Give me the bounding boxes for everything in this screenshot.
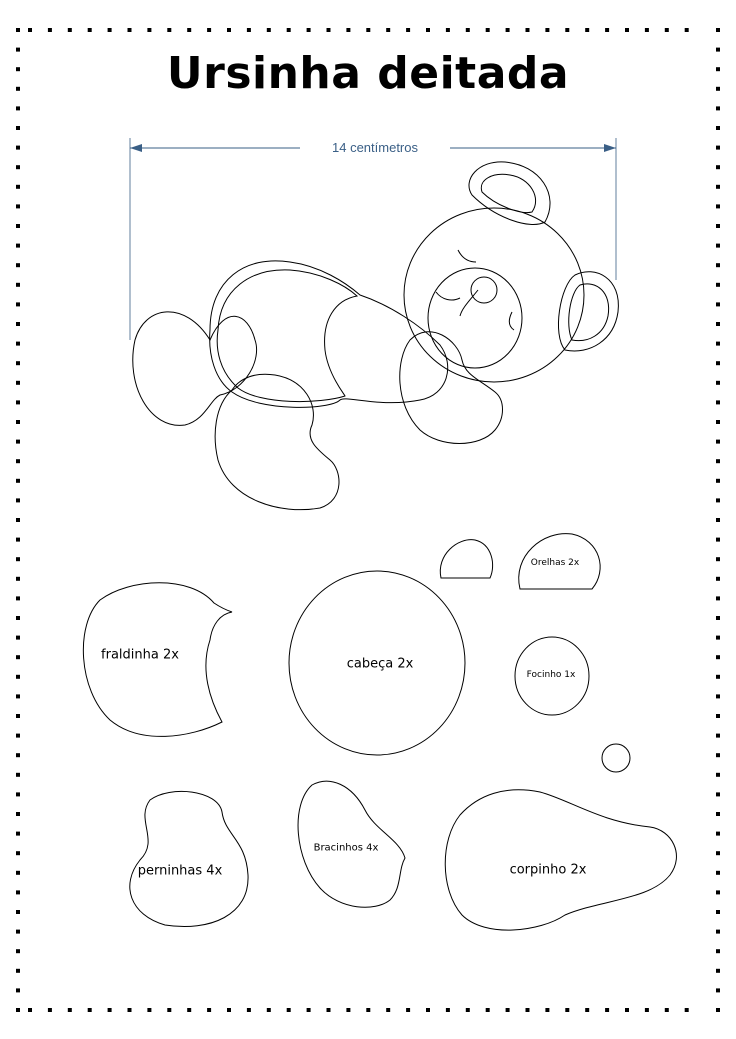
border-dot: [716, 734, 720, 738]
corpinho-label: corpinho 2x: [509, 862, 587, 878]
border-dot: [665, 1008, 669, 1012]
border-dot: [68, 28, 72, 32]
border-dot: [716, 675, 720, 679]
border-dot: [716, 616, 720, 620]
border-dot: [426, 1008, 430, 1012]
fraldinha-label: fraldinha 2x: [101, 647, 179, 663]
border-dot: [16, 263, 20, 267]
border-dot: [16, 871, 20, 875]
border-dot: [685, 28, 689, 32]
border-dot: [716, 557, 720, 561]
border-dot: [207, 28, 211, 32]
border-dot: [16, 283, 20, 287]
border-dot: [716, 342, 720, 346]
border-dot: [227, 1008, 231, 1012]
border-dot: [716, 792, 720, 796]
perninhas-piece: [130, 791, 248, 926]
border-dot: [307, 28, 311, 32]
border-dot: [267, 1008, 271, 1012]
border-dot: [88, 1008, 92, 1012]
border-dot: [716, 106, 720, 110]
border-dot: [16, 930, 20, 934]
border-dot: [716, 636, 720, 640]
border-dot: [267, 28, 271, 32]
border-dot: [605, 28, 609, 32]
border-dot: [716, 910, 720, 914]
border-dot: [16, 773, 20, 777]
border-dot: [327, 28, 331, 32]
border-dot: [716, 322, 720, 326]
border-dot: [716, 1008, 720, 1012]
border-dot: [716, 400, 720, 404]
border-dot: [506, 28, 510, 32]
border-dot: [716, 871, 720, 875]
border-dot: [716, 165, 720, 169]
border-dot: [585, 1008, 589, 1012]
border-dot: [16, 890, 20, 894]
border-dot: [16, 185, 20, 189]
border-dot: [16, 498, 20, 502]
border-dot: [665, 28, 669, 32]
border-dot: [16, 655, 20, 659]
border-dot: [48, 28, 52, 32]
border-dot: [716, 949, 720, 953]
border-dot: [716, 459, 720, 463]
border-dot: [716, 930, 720, 934]
border-dot: [16, 851, 20, 855]
border-dot: [565, 28, 569, 32]
border-dot: [716, 714, 720, 718]
border-dot: [526, 28, 530, 32]
border-dot: [16, 106, 20, 110]
border-dot: [486, 1008, 490, 1012]
dimension-line: [130, 138, 616, 340]
border-dot: [16, 126, 20, 130]
border-dot: [16, 165, 20, 169]
border-dot: [386, 1008, 390, 1012]
border-dot: [716, 263, 720, 267]
border-dot: [716, 655, 720, 659]
border-dot: [716, 146, 720, 150]
border-dot: [565, 1008, 569, 1012]
border-dot: [716, 577, 720, 581]
border-dot: [716, 420, 720, 424]
border-dot: [16, 792, 20, 796]
border-dot: [545, 28, 549, 32]
border-dot: [287, 1008, 291, 1012]
border-dot: [16, 910, 20, 914]
border-dot: [16, 949, 20, 953]
border-dot: [16, 675, 20, 679]
border-dot: [716, 969, 720, 973]
border-dot: [16, 694, 20, 698]
border-dot: [16, 400, 20, 404]
border-dot: [716, 988, 720, 992]
border-dot: [716, 694, 720, 698]
perninhas-label: perninhas 4x: [137, 863, 223, 879]
border-dot: [346, 1008, 350, 1012]
border-dot: [625, 1008, 629, 1012]
border-dot: [16, 459, 20, 463]
border-dot: [716, 185, 720, 189]
border-dot: [16, 812, 20, 816]
border-dot: [16, 753, 20, 757]
nariz-piece: [602, 744, 630, 772]
border-dot: [16, 636, 20, 640]
focinho-label: Focinho 1x: [526, 670, 576, 680]
border-dot: [645, 28, 649, 32]
border-dot: [16, 596, 20, 600]
border-dot: [128, 28, 132, 32]
border-dot: [16, 322, 20, 326]
bracinhos-label: Bracinhos 4x: [313, 842, 379, 854]
border-dot: [227, 28, 231, 32]
border-dot: [386, 28, 390, 32]
border-dot: [716, 518, 720, 522]
border-dot: [187, 1008, 191, 1012]
border-dot: [16, 302, 20, 306]
border-dot: [446, 1008, 450, 1012]
border-dot: [287, 28, 291, 32]
cabeca-label: cabeça 2x: [346, 656, 414, 672]
border-dot: [716, 126, 720, 130]
border-dot: [307, 1008, 311, 1012]
page-title: Ursinha deitada: [166, 48, 570, 99]
border-dot: [506, 1008, 510, 1012]
border-dot: [167, 28, 171, 32]
border-dot: [68, 1008, 72, 1012]
border-dot: [16, 714, 20, 718]
border-dot: [716, 283, 720, 287]
border-dot: [716, 479, 720, 483]
border-dot: [247, 1008, 251, 1012]
border-dot: [16, 832, 20, 836]
corpinho-piece: [445, 790, 676, 930]
border-dot: [716, 812, 720, 816]
border-dot: [466, 1008, 470, 1012]
border-dot: [28, 28, 32, 32]
border-dot: [28, 1008, 32, 1012]
border-dot: [716, 302, 720, 306]
border-dot: [128, 1008, 132, 1012]
dimension-label: 14 centímetros: [300, 140, 450, 155]
border-dot: [716, 381, 720, 385]
border-dot: [716, 596, 720, 600]
border-dot: [716, 244, 720, 248]
border-dot: [16, 1008, 20, 1012]
border-dot: [716, 851, 720, 855]
border-dot: [346, 28, 350, 32]
border-dot: [486, 28, 490, 32]
border-dot: [716, 773, 720, 777]
border-dot: [716, 224, 720, 228]
border-dot: [716, 538, 720, 542]
border-dot: [16, 734, 20, 738]
border-dot: [406, 1008, 410, 1012]
border-dot: [645, 1008, 649, 1012]
border-dot: [545, 1008, 549, 1012]
border-dot: [16, 616, 20, 620]
border-dot: [16, 146, 20, 150]
border-dot: [16, 557, 20, 561]
border-dot: [16, 342, 20, 346]
border-dot: [16, 224, 20, 228]
border-dot: [716, 440, 720, 444]
border-dot: [147, 1008, 151, 1012]
border-dot: [585, 28, 589, 32]
border-dot: [605, 1008, 609, 1012]
border-dot: [16, 538, 20, 542]
border-dot: [426, 28, 430, 32]
border-dot: [16, 381, 20, 385]
border-dot: [48, 1008, 52, 1012]
border-dot: [16, 577, 20, 581]
border-dot: [16, 479, 20, 483]
border-dot: [526, 1008, 530, 1012]
border-dot: [327, 1008, 331, 1012]
border-dot: [187, 28, 191, 32]
border-dot: [16, 244, 20, 248]
dotted-border: [16, 28, 720, 1012]
border-dot: [625, 28, 629, 32]
orelha-piece-a: [440, 540, 492, 578]
border-dot: [88, 28, 92, 32]
border-dot: [366, 28, 370, 32]
border-dot: [108, 28, 112, 32]
border-dot: [716, 361, 720, 365]
border-dot: [716, 498, 720, 502]
border-dot: [207, 1008, 211, 1012]
border-dot: [685, 1008, 689, 1012]
border-dot: [16, 988, 20, 992]
border-dot: [716, 28, 720, 32]
border-dot: [716, 204, 720, 208]
border-dot: [16, 518, 20, 522]
border-dot: [167, 1008, 171, 1012]
border-dot: [716, 832, 720, 836]
assembled-bear-drawing: [133, 162, 619, 510]
border-dot: [16, 361, 20, 365]
border-dot: [16, 420, 20, 424]
border-dot: [247, 28, 251, 32]
border-dot: [108, 1008, 112, 1012]
border-dot: [16, 440, 20, 444]
border-dot: [147, 28, 151, 32]
border-dot: [716, 753, 720, 757]
border-dot: [16, 28, 20, 32]
orelhas-label: Orelhas 2x: [530, 558, 580, 568]
border-dot: [466, 28, 470, 32]
border-dot: [406, 28, 410, 32]
border-dot: [716, 890, 720, 894]
border-dot: [446, 28, 450, 32]
border-dot: [16, 204, 20, 208]
border-dot: [366, 1008, 370, 1012]
border-dot: [16, 969, 20, 973]
